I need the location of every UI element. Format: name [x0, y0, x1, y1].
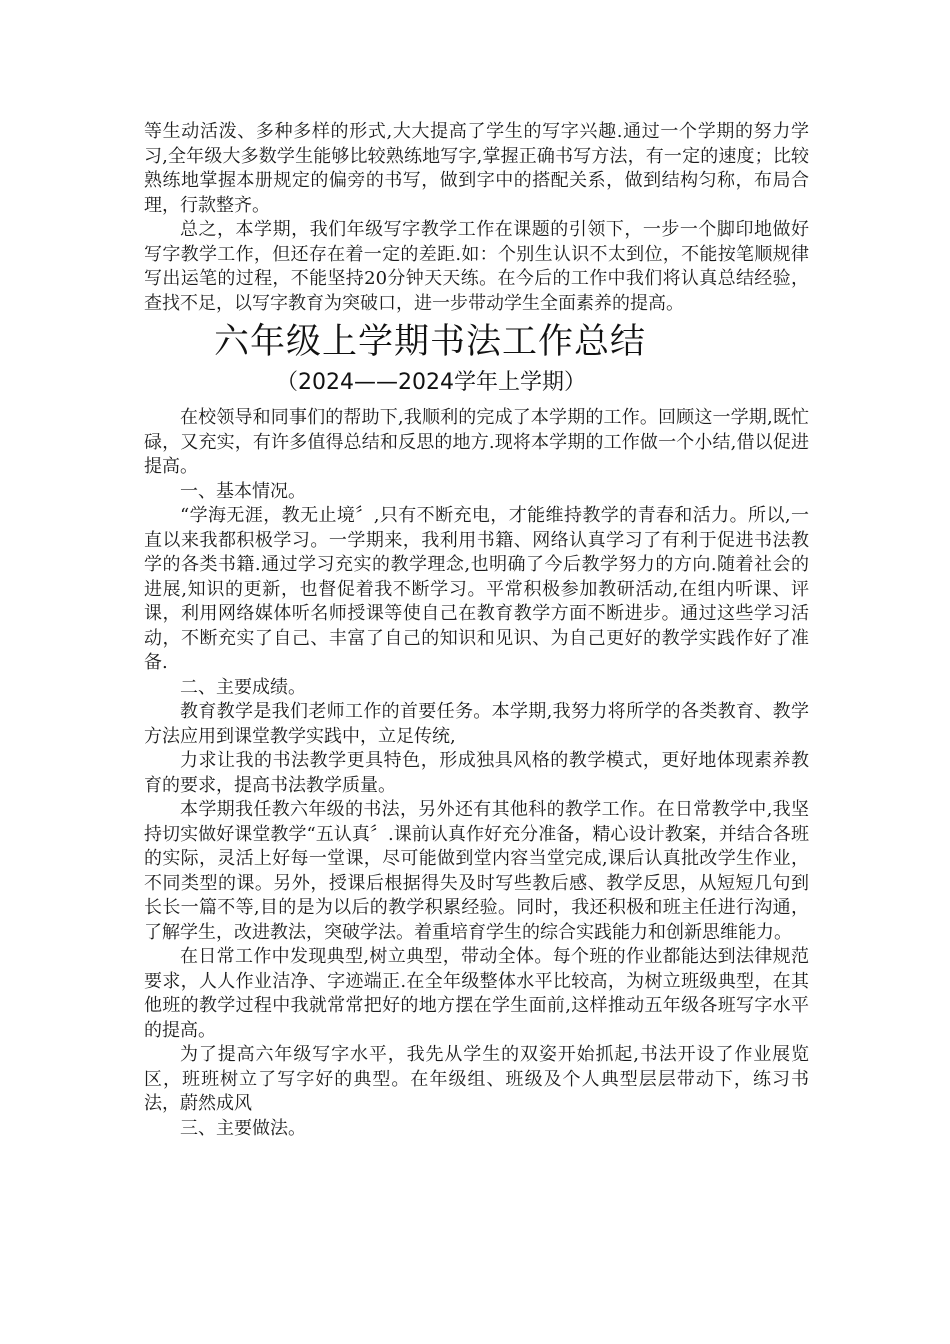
paragraph: 总之，本学期，我们年级写字教学工作在课题的引领下，一步一个脚印地做好写字教学工作，但还存在着一定的差距.如：个别生认识不太到位，不能按笔顺规律写出运笔的过程，不能坚持20分钟天天练。在今后的工作中我们将认真总结经验，查找不足，以写字教育为突破口，进一步带动学生全面素养的提高。 — [144, 219, 809, 314]
section-heading: 二、主要成绩。 — [180, 676, 306, 698]
paragraph: 教育教学是我们老师工作的首要任务。本学期,我努力将所学的各类教育、教学方法应用到课堂教学实践中，立足传统, — [144, 701, 809, 747]
paragraph: 在日常工作中发现典型,树立典型，带动全体。每个班的作业都能达到法律规范要求，人人作业洁净、字迹端正.在全年级整体水平比较高，为树立班级典型，在其他班的教学过程中我就常常把好的地方摆在学生面前,这样推动五年级各班写字水平的提高。 — [144, 946, 809, 1041]
paragraph: 在校领导和同事们的帮助下,我顺利的完成了本学期的工作。回顾这一学期,既忙碌，又充实，有许多值得总结和反思的地方.现将本学期的工作做一个小结,借以促进提高。 — [144, 407, 809, 477]
document-subtitle: （2024——2024学年上学期） — [276, 370, 586, 395]
document-title: 六年级上学期书法工作总结 — [214, 322, 647, 362]
section-heading: 一、基本情况。 — [180, 480, 306, 502]
paragraph: 力求让我的书法教学更具特色，形成独具风格的教学模式，更好地体现素养教育的要求，提高书法教学质量。 — [144, 750, 809, 796]
paragraph: “学海无涯，教无止境〞,只有不断充电，才能维持教学的青春和活力。所以,一直以来我都积极学习。一学期来，我利用书籍、网络认真学习了有利于促进书法教学的各类书籍.通过学习充实的教学理念,也明确了今后教学努力的方向.随着社会的进展,知识的更新，也督促着我不断学习。平常积极参加教研活动,在组内听课、评课，利用网络媒体听名师授课等使自己在教育教学方面不断进步。通过这些学习活动，不断充实了自己、丰富了自己的知识和见识、为自己更好的教学实践作好了准备. — [144, 505, 809, 673]
paragraph: 本学期我任教六年级的书法，另外还有其他科的教学工作。在日常教学中,我坚持切实做好课堂教学“五认真〞.课前认真作好充分准备，精心设计教案，并结合各班的实际，灵活上好每一堂课，尽可能做到堂内容当堂完成,课后认真批改学生作业，不同类型的课。另外，授课后根据得失及时写些教后感、教学反思，从短短几句到长长一篇不等,目的是为以后的教学积累经验。同时，我还积极和班主任进行沟通，了解学生，改进教法，突破学法。着重培育学生的综合实践能力和创新思维能力。 — [144, 799, 809, 943]
paragraph: 为了提高六年级写字水平，我先从学生的双姿开始抓起,书法开设了作业展览区，班班树立了写字好的典型。在年级组、班级及个人典型层层带动下，练习书法，蔚然成风 — [144, 1044, 809, 1114]
document-page — [144, 120, 809, 1141]
paragraph: 等生动活泼、多种多样的形式,大大提高了学生的写字兴趣.通过一个学期的努力学习,全年级大多数学生能够比较熟练地写字,掌握正确书写方法，有一定的速度；比较熟练地掌握本册规定的偏旁的书写，做到字中的搭配关系，做到结构匀称，布局合理，行款整齐。 — [144, 121, 809, 216]
section-heading: 三、主要做法。 — [180, 1117, 306, 1139]
